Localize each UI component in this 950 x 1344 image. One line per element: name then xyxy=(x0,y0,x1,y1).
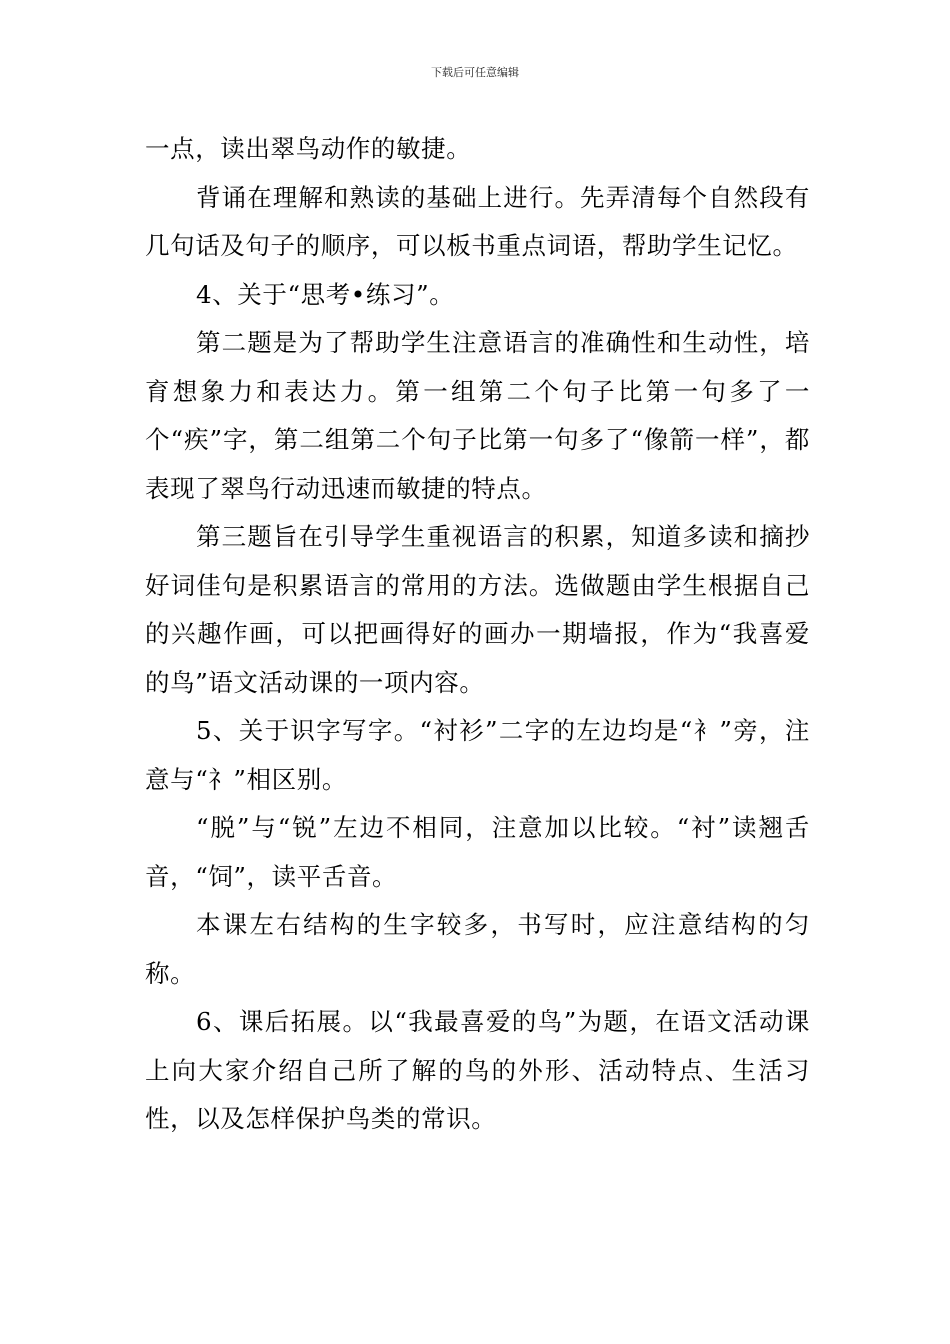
paragraph-8: 本课左右结构的生字较多，书写时，应注意结构的匀称。 xyxy=(145,910,810,988)
paragraph-7: “脱”与“锐”左边不相同，注意加以比较。“衬”读翘舌音，“饲”，读平舌音。 xyxy=(145,813,810,891)
page-header: 下载后可任意编辑 xyxy=(431,66,519,79)
paragraph-6: 5、关于识字写字。“衬衫”二字的左边均是“衤”旁，注意与“礻”相区别。 xyxy=(145,716,810,794)
paragraph-9: 6、课后拓展。以“我最喜爱的鸟”为题，在语文活动课上向大家介绍自己所了解的鸟的外形、活动特点、生活习性，以及怎样保护鸟类的常识。 xyxy=(145,1007,810,1133)
document-body xyxy=(145,125,810,1144)
paragraph-5: 第三题旨在引导学生重视语言的积累，知道多读和摘抄好词佳句是积累语言的常用的方法。选做题由学生根据自己的兴趣作画，可以把画得好的画办一期墙报，作为“我喜爱的鸟”语文活动课的一项内容。 xyxy=(145,522,810,697)
paragraph-1: 一点，读出翠鸟动作的敏捷。 xyxy=(145,134,472,163)
paragraph-2: 背诵在理解和熟读的基础上进行。先弄清每个自然段有几句话及句子的顺序，可以板书重点词语，帮助学生记忆。 xyxy=(145,182,810,260)
paragraph-4: 第二题是为了帮助学生注意语言的准确性和生动性，培育想象力和表达力。第一组第二个句子比第一句多了一个“疾”字，第二组第二个句子比第一句多了“像箭一样”，都表现了翠鸟行动迅速而敏捷的特点。 xyxy=(145,328,810,503)
paragraph-3: 4、关于“思考•练习”。 xyxy=(196,279,455,309)
